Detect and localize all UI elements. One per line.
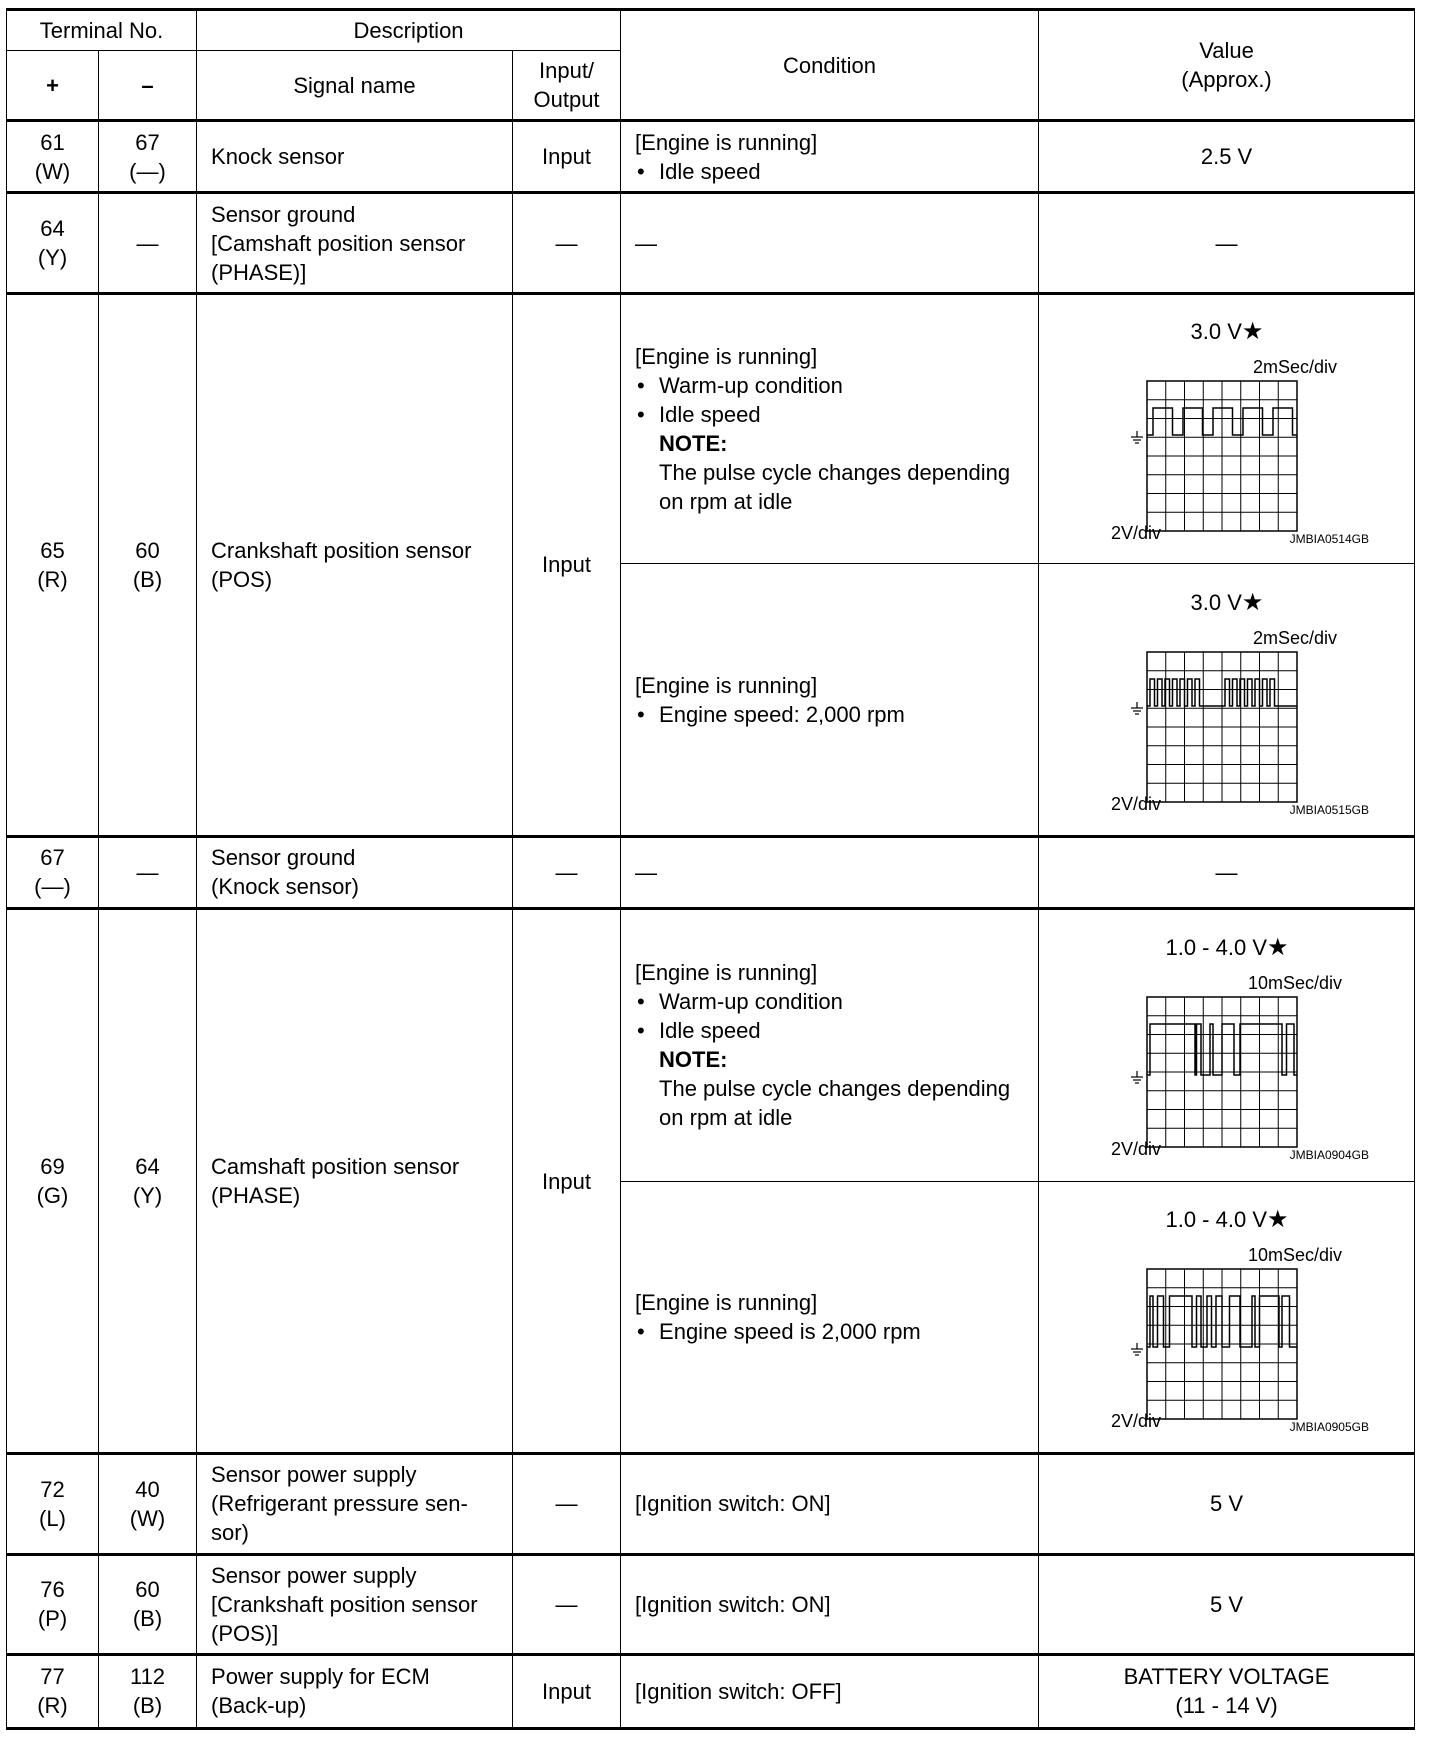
terminal-plus-line: (W) xyxy=(34,158,71,184)
input-output: Input xyxy=(513,293,621,836)
header-value-line2: (Approx.) xyxy=(1181,67,1272,93)
signal-name-line: Power supply for ECM xyxy=(211,1664,430,1690)
condition-list xyxy=(635,1317,1038,1346)
terminal-plus-line: 64 xyxy=(40,216,65,242)
figure-code: JMBIA0514GB xyxy=(1289,531,1369,546)
terminal-plus-line: (Y) xyxy=(37,245,68,271)
figure-code: JMBIA0904GB xyxy=(1289,1148,1369,1163)
signal-name xyxy=(197,909,513,1454)
value: — xyxy=(1039,836,1415,908)
header-plus: + xyxy=(7,51,99,121)
terminal-minus-line: (B) xyxy=(132,566,163,592)
note-label: NOTE: xyxy=(659,430,728,456)
terminal-plus-line: 69 xyxy=(40,1154,65,1180)
oscilloscope-waveform xyxy=(1077,925,1377,1165)
terminal-minus-line: 60 xyxy=(135,1577,160,1603)
condition-heading: [Ignition switch: ON] xyxy=(635,1491,831,1517)
terminal-minus-line: (Y) xyxy=(132,1183,163,1209)
header-io-line2: Output xyxy=(533,87,600,113)
value-line: BATTERY VOLTAGE xyxy=(1123,1664,1330,1690)
terminal-plus xyxy=(7,836,99,908)
input-output: — xyxy=(513,836,621,908)
terminal-plus-line: (—) xyxy=(34,874,71,900)
terminal-plus xyxy=(7,121,99,193)
signal-name xyxy=(197,293,513,836)
table-row xyxy=(7,1554,1415,1654)
signal-trace xyxy=(1147,1024,1297,1075)
input-output: Input xyxy=(513,909,621,1454)
table-row xyxy=(7,193,1415,293)
terminal-plus-line: 77 xyxy=(40,1664,65,1690)
terminal-minus xyxy=(99,909,197,1454)
condition-item: • Idle speed xyxy=(635,157,1038,186)
star-icon: ★ xyxy=(1266,1205,1289,1233)
condition xyxy=(621,1654,1039,1728)
terminal-table xyxy=(6,8,1415,1730)
terminal-minus-line: (B) xyxy=(132,1693,163,1719)
header-description: Description xyxy=(197,10,621,51)
svg-text:1.0 - 4.0 V★ xyxy=(1165,1206,1288,1233)
voltage-value: 1.0 - 4.0 V xyxy=(1165,935,1267,961)
signal-name xyxy=(197,1654,513,1728)
terminal-minus-line: — xyxy=(136,859,159,885)
condition-heading: [Engine is running] xyxy=(635,343,818,369)
signal-name-line: Crankshaft position sensor xyxy=(211,537,472,563)
terminal-plus-line: (L) xyxy=(39,1505,66,1531)
condition-heading: [Engine is running] xyxy=(635,672,818,698)
volts-per-div-label: 2V/div xyxy=(1110,793,1161,814)
terminal-minus xyxy=(99,836,197,908)
condition-list xyxy=(635,371,1038,429)
terminal-plus xyxy=(7,1554,99,1654)
value xyxy=(1039,1654,1415,1728)
figure-code: JMBIA0515GB xyxy=(1289,802,1369,817)
condition-heading: — xyxy=(635,230,658,256)
condition-item: • Engine speed: 2,000 rpm xyxy=(635,700,1038,729)
condition xyxy=(621,293,1039,564)
star-icon: ★ xyxy=(1241,588,1263,616)
terminal-plus-line: (P) xyxy=(37,1606,68,1632)
header-value xyxy=(1039,10,1415,121)
note-text: on rpm at idle xyxy=(659,488,793,514)
value xyxy=(1039,293,1415,564)
svg-text:3.0 V★ xyxy=(1190,589,1263,616)
terminal-plus xyxy=(7,909,99,1454)
table-row xyxy=(7,1454,1415,1554)
signal-name-line: Knock sensor xyxy=(211,144,345,170)
condition-heading: [Engine is running] xyxy=(635,129,818,155)
condition-list xyxy=(635,157,1038,186)
ground-icon xyxy=(1131,1071,1143,1083)
input-output: Input xyxy=(513,121,621,193)
table-row xyxy=(7,836,1415,908)
signal-name xyxy=(197,193,513,293)
condition-item: • Engine speed is 2,000 rpm xyxy=(635,1317,1038,1346)
ground-icon xyxy=(1131,1343,1143,1355)
signal-name-line: [Camshaft position sensor xyxy=(211,230,466,256)
terminal-plus-line: 76 xyxy=(40,1577,65,1603)
oscilloscope-waveform xyxy=(1077,309,1377,549)
oscilloscope-waveform xyxy=(1077,1197,1377,1437)
note-text: The pulse cycle changes depending xyxy=(659,459,1011,485)
signal-name xyxy=(197,1454,513,1554)
condition xyxy=(621,193,1039,293)
condition-item: • Idle speed xyxy=(635,1016,1038,1045)
value: — xyxy=(1039,193,1415,293)
terminal-minus-line: (B) xyxy=(132,1606,163,1632)
signal-name-line: (Refrigerant pressure sen- xyxy=(211,1491,468,1517)
signal-name xyxy=(197,1554,513,1654)
signal-name-line: (PHASE)] xyxy=(211,259,307,285)
value xyxy=(1039,1181,1415,1454)
terminal-minus-line: (—) xyxy=(129,158,166,184)
condition-item: • Warm-up condition xyxy=(635,371,1038,400)
header-io xyxy=(513,51,621,121)
value xyxy=(1039,564,1415,837)
condition-item: • Idle speed xyxy=(635,400,1038,429)
svg-text:1.0 - 4.0 V★ xyxy=(1165,934,1288,961)
input-output: — xyxy=(513,1554,621,1654)
condition-list xyxy=(635,700,1038,729)
terminal-minus-line: 64 xyxy=(135,1154,160,1180)
terminal-minus-line: 40 xyxy=(135,1476,160,1502)
signal-name-line: (POS) xyxy=(211,566,273,592)
star-icon: ★ xyxy=(1266,934,1289,962)
header-value-line1: Value xyxy=(1199,38,1254,64)
voltage-value: 3.0 V xyxy=(1190,589,1242,615)
value: 5 V xyxy=(1039,1454,1415,1554)
terminal-minus xyxy=(99,1554,197,1654)
value xyxy=(1039,909,1415,1182)
terminal-plus xyxy=(7,293,99,836)
signal-name-line: (PHASE) xyxy=(211,1183,301,1209)
terminal-plus-line: 67 xyxy=(40,845,65,871)
voltage-value: 1.0 - 4.0 V xyxy=(1165,1206,1267,1232)
header-minus: – xyxy=(99,51,197,121)
value: 5 V xyxy=(1039,1554,1415,1654)
header-io-line1: Input/ xyxy=(539,58,595,84)
signal-name-line: Sensor power supply xyxy=(211,1562,417,1588)
header-signal-name: Signal name xyxy=(197,51,513,121)
signal-name xyxy=(197,836,513,908)
terminal-minus-line: 67 xyxy=(135,129,160,155)
signal-name-line: Camshaft position sensor xyxy=(211,1154,460,1180)
note-label: NOTE: xyxy=(659,1047,728,1073)
value-line: (11 - 14 V) xyxy=(1175,1693,1278,1719)
terminal-plus-line: (R) xyxy=(37,566,68,592)
terminal-minus xyxy=(99,193,197,293)
signal-trace xyxy=(1147,1296,1297,1347)
signal-name xyxy=(197,121,513,193)
oscilloscope-waveform xyxy=(1077,580,1377,820)
table-row xyxy=(7,293,1415,564)
input-output: Input xyxy=(513,1654,621,1728)
volts-per-div-label: 2V/div xyxy=(1110,1139,1161,1160)
voltage-value: 3.0 V xyxy=(1190,318,1242,344)
signal-name-line: (POS)] xyxy=(211,1620,279,1646)
svg-text:3.0 V★ xyxy=(1190,318,1263,345)
star-icon: ★ xyxy=(1241,317,1263,345)
terminal-plus xyxy=(7,1454,99,1554)
condition xyxy=(621,909,1039,1182)
table-row xyxy=(7,909,1415,1182)
signal-name-line: Sensor ground xyxy=(211,201,356,227)
figure-code: JMBIA0905GB xyxy=(1289,1419,1369,1434)
terminal-plus-line: 65 xyxy=(40,537,65,563)
volts-per-div-label: 2V/div xyxy=(1110,1410,1161,1431)
condition-heading: — xyxy=(635,859,658,885)
value: 2.5 V xyxy=(1039,121,1415,193)
condition xyxy=(621,121,1039,193)
input-output: — xyxy=(513,1454,621,1554)
condition-list xyxy=(635,987,1038,1045)
condition-heading: [Engine is running] xyxy=(635,960,818,986)
signal-name-line: Sensor power supply xyxy=(211,1462,417,1488)
condition-heading: [Ignition switch: OFF] xyxy=(635,1678,842,1704)
terminal-plus xyxy=(7,193,99,293)
scope-grid xyxy=(1147,381,1297,531)
note-text: The pulse cycle changes depending xyxy=(659,1076,1011,1102)
condition xyxy=(621,1181,1039,1454)
condition-item: • Warm-up condition xyxy=(635,987,1038,1016)
scope-grid xyxy=(1147,652,1297,802)
terminal-plus-line: (G) xyxy=(36,1183,69,1209)
terminal-minus xyxy=(99,293,197,836)
signal-name-line: (Knock sensor) xyxy=(211,874,359,900)
ground-icon xyxy=(1131,702,1143,714)
header-condition: Condition xyxy=(621,10,1039,121)
terminal-minus-line: 112 xyxy=(129,1664,166,1690)
condition-heading: [Ignition switch: ON] xyxy=(635,1591,831,1617)
terminal-plus xyxy=(7,1654,99,1728)
terminal-minus-line: — xyxy=(136,230,159,256)
condition xyxy=(621,1554,1039,1654)
signal-name-line: [Crankshaft position sensor xyxy=(211,1591,478,1617)
timebase-label: 2mSec/div xyxy=(1252,356,1337,377)
table-row xyxy=(7,1654,1415,1728)
terminal-minus-line: (W) xyxy=(129,1505,166,1531)
signal-name-line: (Back-up) xyxy=(211,1693,307,1719)
terminal-plus-line: (R) xyxy=(37,1693,68,1719)
timebase-label: 10mSec/div xyxy=(1247,973,1342,994)
terminal-minus xyxy=(99,1654,197,1728)
signal-name-line: sor) xyxy=(211,1520,249,1546)
terminal-plus-line: 72 xyxy=(40,1476,65,1502)
note-text: on rpm at idle xyxy=(659,1105,793,1131)
volts-per-div-label: 2V/div xyxy=(1110,522,1161,543)
terminal-minus-line: 60 xyxy=(135,537,160,563)
timebase-label: 10mSec/div xyxy=(1247,1244,1342,1265)
input-output: — xyxy=(513,193,621,293)
condition xyxy=(621,836,1039,908)
table-row xyxy=(7,121,1415,193)
ground-icon xyxy=(1131,431,1143,443)
terminal-minus xyxy=(99,121,197,193)
condition xyxy=(621,1454,1039,1554)
condition xyxy=(621,564,1039,837)
terminal-plus-line: 61 xyxy=(40,129,65,155)
signal-name-line: Sensor ground xyxy=(211,845,356,871)
header-terminal-no: Terminal No. xyxy=(7,10,197,51)
terminal-minus xyxy=(99,1454,197,1554)
condition-heading: [Engine is running] xyxy=(635,1289,818,1315)
timebase-label: 2mSec/div xyxy=(1252,627,1337,648)
